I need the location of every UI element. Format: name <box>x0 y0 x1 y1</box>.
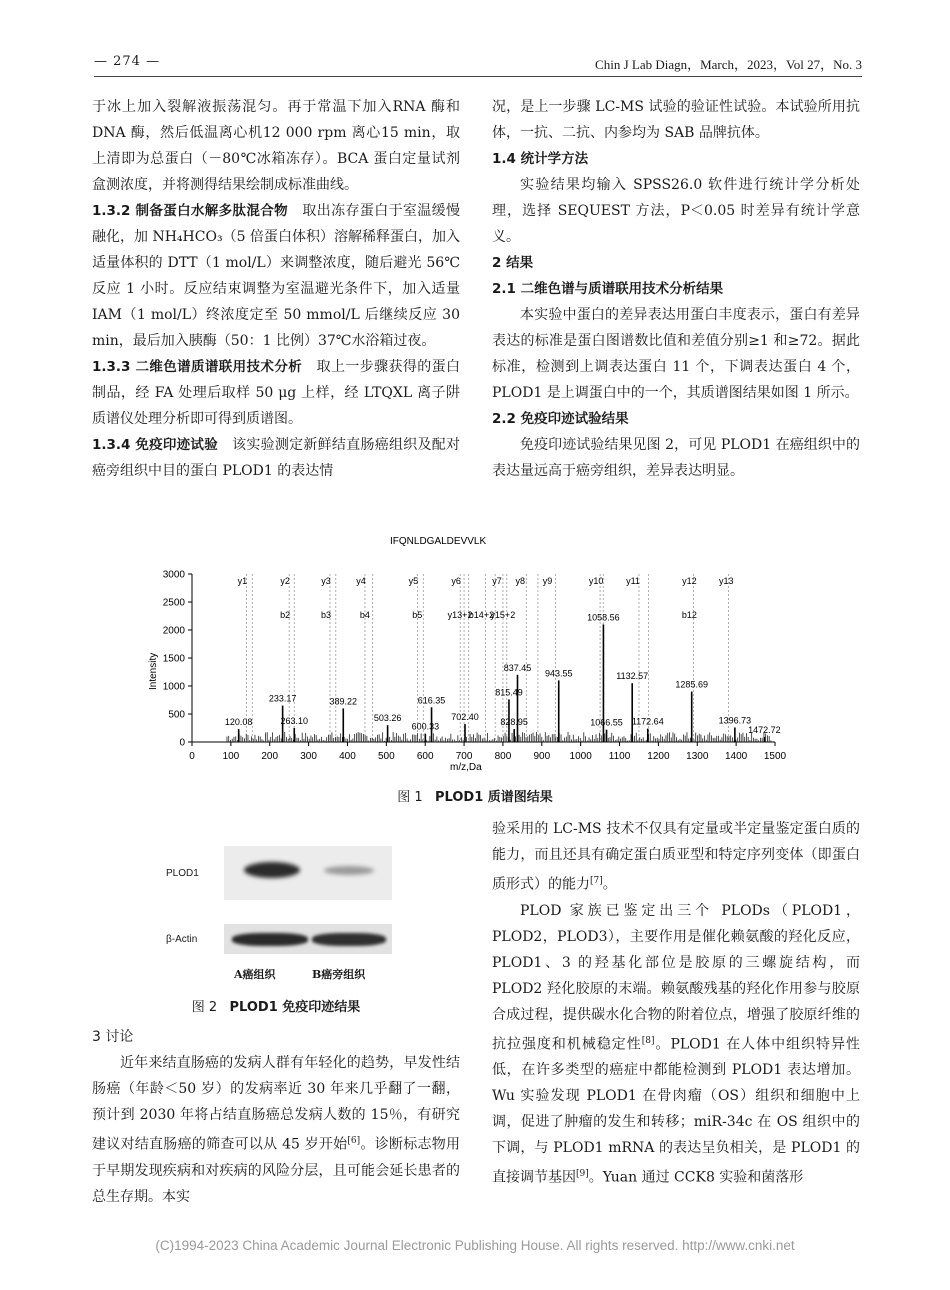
peak-label: 1396.73 <box>718 715 752 726</box>
peak-label: 233.17 <box>268 693 297 704</box>
blot-label-actin: β-Actin <box>166 934 198 945</box>
x-tick-label: 500 <box>377 751 395 762</box>
western-blot-figure <box>166 842 396 992</box>
y-tick-label: 500 <box>168 709 185 721</box>
chart-title: IFQNLDGALDEVVLK <box>390 536 487 547</box>
y-ion-label: y8 <box>515 576 526 586</box>
x-tick-label: 0 <box>189 751 195 762</box>
section-1-3-3 <box>92 354 460 432</box>
section-heading: 1.3.2 制备蛋白水解多肽混合物 <box>92 203 288 219</box>
band-actin-tumor <box>232 933 308 946</box>
peak-label: 1285.69 <box>675 679 708 690</box>
b-ion-label: b4 <box>359 610 370 620</box>
y-tick-label: 2000 <box>162 625 185 637</box>
y-tick-label: 0 <box>179 737 185 749</box>
peak-label: 503.26 <box>373 713 402 724</box>
caption-number: 图 2 <box>191 1000 218 1015</box>
mass-spectrum-chart <box>130 532 810 787</box>
x-tick-label: 800 <box>494 751 512 762</box>
band-plod1-adjacent <box>324 866 374 875</box>
peak-label: 1066.55 <box>590 717 623 728</box>
right-column-top <box>492 94 860 484</box>
paragraph: 况，是上一步骤 LC-MS 试验的验证性试验。本试验所用抗体，一抗、二抗、内参均为 SAB 品牌抗体。 <box>492 99 860 141</box>
y-ion-label: y9 <box>542 576 553 586</box>
peak-label: 1058.56 <box>587 612 620 623</box>
peak-label: 600.33 <box>411 721 440 732</box>
peak-label: 702.40 <box>451 712 479 723</box>
paragraph: 该实验测定新鲜结直肠癌组织及配对癌旁组织中目的蛋白 PLOD1 的表达情 <box>92 437 461 479</box>
peak-label: 263.10 <box>280 716 309 726</box>
x-tick-label: 400 <box>339 751 356 762</box>
b-ion-label: y13+2 <box>447 610 473 620</box>
band-actin-adjacent <box>312 933 386 946</box>
blot-panel-actin <box>224 924 392 954</box>
x-tick-label: 1200 <box>647 751 670 762</box>
paragraph: 本实验中蛋白的差异表达用蛋白丰度表示，蛋白有差异表达的标准是蛋白图谱数比值和差值分别≥1 和≥72。据此标准，检测到上调表达蛋白 11 个，下调表达蛋白 4 个，PLOD1 是上调蛋白中的一个，其质谱图结果如图 1 所示。 <box>492 307 860 401</box>
paragraph: 实验结果均输入 SPSS26.0 软件进行统计学分析处理，选择 SEQUEST 方法，P＜0.05 时差异有统计学意义。 <box>492 177 860 245</box>
citation: [6] <box>347 1136 361 1146</box>
section-heading: 2 结果 <box>492 255 534 271</box>
b-ion-label: y15+2 <box>490 610 516 620</box>
paragraph <box>92 1050 460 1210</box>
peak-label: 837.45 <box>503 662 532 673</box>
x-tick-label: 700 <box>455 751 473 762</box>
paragraph <box>492 898 860 1191</box>
paragraph: 免疫印迹试验结果见图 2，可见 PLOD1 在癌组织中的表达量远高于癌旁组织，差异表达明显。 <box>492 437 860 479</box>
paragraph-text: 近年来结直肠癌的发病人群有年轻化的趋势，早发性结肠癌（年龄＜50 岁）的发病率近 30 年来几乎翻了一翻，预计到 2030 年将占结直肠癌总发病人数的 15％，有研究建议对结直肠癌的筛查可以从 45 岁开始 <box>92 1055 460 1153</box>
y-ion-label: y1 <box>237 576 248 586</box>
section-heading: 2.1 二维色谱与质谱联用技术分析结果 <box>492 281 724 297</box>
figure-1-caption <box>0 786 950 805</box>
y-ion-label: y2 <box>280 576 290 586</box>
y-ion-label: y6 <box>451 576 461 586</box>
paragraph-text: 。PLOD1 在人体中组织特异性低，在许多类型的癌症中都能检测到 PLOD1 表达增加。Wu 实验发现 PLOD1 在骨肉瘤（OS）组织和细胞中上调，促进了肿瘤的发生和转移；miR-34c 在 OS 组织中的下调，与 PLOD1 mRNA 的表达呈负相关，是 PLOD1 的直接调节基因 <box>492 1036 860 1186</box>
paragraph: 于冰上加入裂解液振荡混匀。再于常温下加入RNA 酶和DNA 酶，然后低温离心机12 000 rpm 离心15 min，取上清即为总蛋白（－80℃冰箱冻存）。BCA 蛋白定量试剂盒测浓度，并将测得结果绘制成标准曲线。 <box>92 99 460 193</box>
x-tick-label: 100 <box>222 751 240 762</box>
peak-label: 1472.72 <box>748 724 781 735</box>
blot-panel-plod1 <box>224 846 392 900</box>
x-tick-label: 200 <box>261 751 279 762</box>
y-ion-label: y7 <box>492 576 502 586</box>
journal-info: Chin J Lab Diagn，March，2023，Vol 27，No. 3 <box>595 57 862 72</box>
paragraph-text: 。 <box>602 876 617 893</box>
right-column-bottom <box>492 816 860 1191</box>
y-ion-label: y11 <box>626 576 640 586</box>
peak-label: 616.35 <box>417 695 446 706</box>
y-ion-label: y12 <box>682 576 697 586</box>
caption-text: PLOD1 免疫印迹结果 <box>229 1000 361 1015</box>
section-1-3-2 <box>92 198 460 354</box>
b-ion-label: b3 <box>320 610 331 620</box>
peak-label: 1132.57 <box>616 671 649 682</box>
x-tick-label: 1000 <box>569 751 592 762</box>
paragraph-text: 。Yuan 通过 CCK8 实验和菌落形 <box>588 1169 804 1186</box>
section-heading: 1.3.4 免疫印迹试验 <box>92 437 218 453</box>
peak-label: 943.55 <box>544 668 573 679</box>
paragraph: 取出冻存蛋白于室温缓慢融化，加 NH₄HCO₃（5 倍蛋白体积）溶解稀释蛋白，加入适量体积的 DTT（1 mol/L）来调整浓度，随后避光 56℃反应 1 小时。反应结束调整为室温避光条件下，加入适量 IAM（1 mol/L）终浓度定至 50 mmol/L 后继续反应 30 min，最后加入胰酶（50：1 比例）37℃水浴箱过夜。 <box>92 203 461 349</box>
paragraph-text: 验采用的 LC-MS 技术不仅具有定量或半定量鉴定蛋白质的能力，而且还具有确定蛋白质亚型和特定序列变体（即蛋白质形式）的能力 <box>492 821 860 893</box>
page-header <box>94 50 862 77</box>
peak-label: 120.08 <box>224 717 253 728</box>
peak-label: 815.49 <box>495 687 523 698</box>
y-ion-label: y4 <box>356 576 366 586</box>
x-tick-label: 300 <box>300 751 317 762</box>
x-tick-label: 600 <box>416 751 434 762</box>
blot-label-plod1: PLOD1 <box>166 868 199 879</box>
x-axis-label: m/z,Da <box>450 762 482 773</box>
y-axis-label: Intensity <box>148 652 159 690</box>
y-ion-label: y10 <box>588 576 604 586</box>
paragraph: 取上一步骤获得的蛋白制品，经 FA 处理后取样 50 μg 上样，经 LTQXL 离子阱质谱仪处理分析即可得到质谱图。 <box>92 359 460 427</box>
paragraph-text: PLOD 家族已鉴定出三个 PLODs（PLOD1，PLOD2，PLOD3），主要作用是催化赖氨酸的羟化反应，PLOD1、3 的羟基化部位是胶原的三螺旋结构，而 PLOD2 羟化胶原的末端。赖氨酸残基的羟化作用参与胶原合成过程，提供碳水化合物的附着位点，增强了胶原纤维的抗拉强度和机械稳定性 <box>492 902 860 1053</box>
left-column-top <box>92 94 460 484</box>
y-tick-label: 3000 <box>162 569 185 581</box>
y-ion-label: y13 <box>719 576 734 586</box>
b-ion-label: b14+2 <box>468 610 495 620</box>
x-tick-label: 1500 <box>763 751 787 762</box>
y-tick-label: 1000 <box>162 681 185 693</box>
y-tick-label: 1500 <box>162 653 185 665</box>
citation: [8] <box>641 1035 655 1046</box>
paragraph <box>492 816 860 898</box>
band-plod1-tumor <box>244 862 300 878</box>
citation: [7] <box>590 876 603 886</box>
section-heading: 1.3.3 二维色谱质谱联用技术分析 <box>92 359 303 375</box>
copyright-footer: (C)1994-2023 China Academic Journal Electronic Publishing House. All rights reserved. http://www.cnki.net <box>155 1238 795 1253</box>
blot-lane-a: A癌组织 <box>234 968 276 981</box>
page-number: — 274 — <box>94 54 161 69</box>
y-ion-label: y3 <box>321 576 331 586</box>
section-heading: 2.2 免疫印迹试验结果 <box>492 411 629 427</box>
peak-label: 1172.64 <box>631 716 664 727</box>
blot-lane-b: B癌旁组织 <box>312 968 366 981</box>
left-column-bottom <box>92 1024 460 1210</box>
citation: [9] <box>576 1169 589 1180</box>
x-tick-label: 1100 <box>608 751 631 762</box>
caption-text: PLOD1 质谱图结果 <box>435 790 553 805</box>
b-ion-label: b12 <box>681 610 697 620</box>
x-tick-label: 1400 <box>725 751 748 762</box>
b-ion-label: b5 <box>412 610 423 620</box>
peak-label: 828.95 <box>500 717 528 728</box>
section-1-3-4 <box>92 432 460 484</box>
section-heading: 3 讨论 <box>92 1029 134 1045</box>
x-tick-label: 900 <box>533 751 551 762</box>
x-tick-label: 1300 <box>686 751 709 762</box>
peak-label: 389.22 <box>329 696 358 707</box>
chart-layer <box>163 570 787 763</box>
y-ion-label: y5 <box>408 576 419 586</box>
section-heading: 1.4 统计学方法 <box>492 151 589 167</box>
y-tick-label: 2500 <box>162 597 185 609</box>
caption-number: 图 1 <box>397 790 423 805</box>
paragraph-text: 。诊断标志物用于早期发现疾病和对疾病的风险分层，且可能会延长患者的总生存期。本实 <box>92 1136 461 1205</box>
figure-2-caption <box>92 996 460 1015</box>
b-ion-label: b2 <box>280 610 291 620</box>
